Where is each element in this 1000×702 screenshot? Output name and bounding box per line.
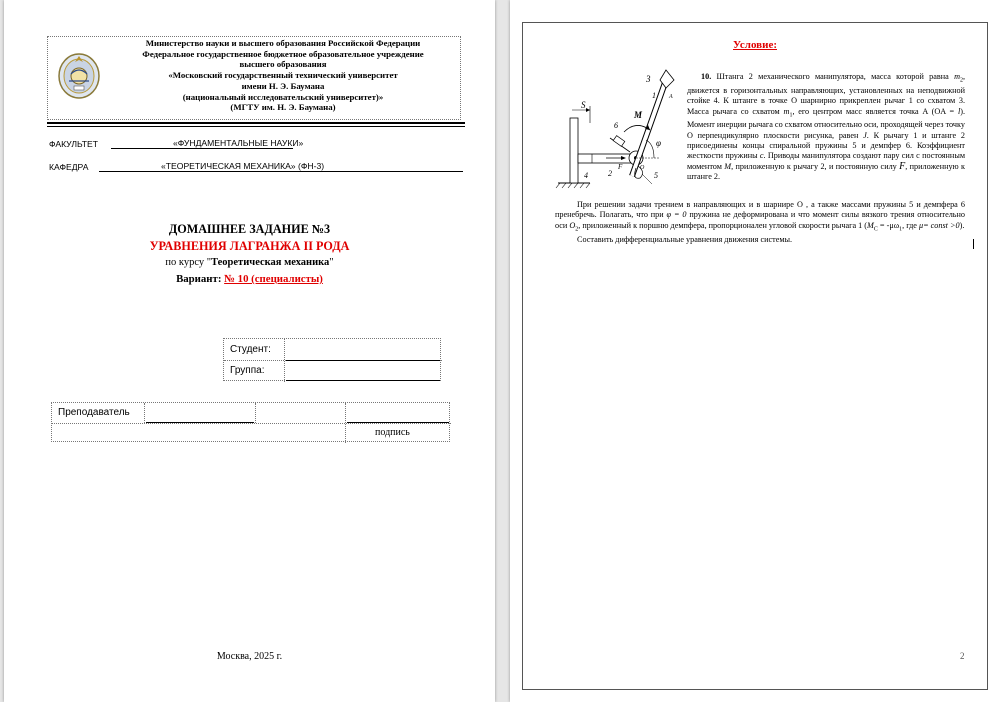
task-paragraph-2 <box>555 200 965 245</box>
teacher-input[interactable] <box>146 422 254 423</box>
condition-title: Условие: <box>733 39 777 51</box>
ministry-line: Министерство науки и высшего образования Российской Федерации <box>145 38 421 48</box>
faculty-row <box>49 137 463 149</box>
student-input[interactable] <box>286 360 440 361</box>
task-number: 10. <box>701 72 712 81</box>
phi-zero: φ = 0 <box>666 210 687 220</box>
teacher-label: Преподаватель <box>58 407 130 418</box>
diagram-label-phi: φ <box>656 138 661 148</box>
c-symbol: c <box>759 151 764 161</box>
m1-symbol: m <box>783 106 790 116</box>
diagram-label-o: O <box>640 165 645 171</box>
mu-const: μ= const >0 <box>918 220 960 230</box>
diagram-label-m: M <box>634 110 643 120</box>
department-value: «ТЕОРЕТИЧЕСКАЯ МЕХАНИКА» (ФН-3) <box>161 161 325 171</box>
diagram-label-6: 6 <box>614 121 618 130</box>
group-input[interactable] <box>286 380 440 381</box>
homework-title: ДОМАШНЕЕ ЗАДАНИЕ №3 <box>168 222 331 236</box>
university-name-line: «Московский государственный технический университет <box>168 70 398 81</box>
course-prefix: по курсу " <box>165 257 212 268</box>
group-label: Группа: <box>230 365 265 376</box>
task-paragraph-1 <box>687 72 965 182</box>
diagram-label-5: 5 <box>654 171 658 180</box>
text-cursor <box>973 239 974 249</box>
task-text-e: . К рычагу 1 и штанге 2 присоединены концы спиральной пружины 5 и демпфер 6. Коэффициент жесткости пружины <box>687 130 965 161</box>
para2-b: пружина не деформирована и что момент силы вязкого трения относительно оси <box>555 210 966 230</box>
omega-subscript: 1 <box>899 226 903 233</box>
title-page <box>4 0 495 702</box>
task-paragraph-3: Составить дифференциальные уравнения движения системы. <box>577 234 793 244</box>
diagram-label-2: 2 <box>608 169 612 178</box>
o2-subscript: 2 <box>575 226 579 233</box>
f-vector-symbol: F <box>899 160 906 172</box>
diagram-label-3: 3 <box>646 74 651 84</box>
para2-e: ). <box>959 220 965 230</box>
j-symbol: J <box>863 130 867 140</box>
task-text-a: Штанга 2 механического манипулятора, масса которой равна <box>716 72 949 81</box>
m1-subscript: 1 <box>789 112 793 119</box>
diagram-label-f: F <box>618 163 623 171</box>
task-text-c: , его центром масс является точка A (OA = <box>792 106 955 116</box>
homework-topic: УРАВНЕНИЯ ЛАГРАНЖА II РОДА <box>149 239 350 253</box>
department-row <box>49 160 463 172</box>
faculty-value: «ФУНДАМЕНТАЛЬНЫЕ НАУКИ» <box>173 138 304 148</box>
university-named-after-line: имени Н. Э. Баумана <box>241 80 325 91</box>
task-text-g: , приложенную к рычагу 2, и постоянную силу <box>731 161 897 171</box>
faculty-label: ФАКУЛЬТЕТ <box>49 139 99 149</box>
university-abbreviation-line: (МГТУ им. Н. Э. Баумана) <box>230 102 336 113</box>
para2-c: , приложенный к поршню демпфера, пропорционален угловой скорости рычага 1 ( <box>578 220 868 230</box>
m-symbol: M <box>724 161 732 171</box>
mc-symbol: M <box>867 220 874 230</box>
department-underline <box>99 171 463 172</box>
manipulator-diagram <box>550 68 682 198</box>
para2-d: , где <box>902 220 917 230</box>
teacher-table <box>51 402 450 442</box>
university-name <box>104 38 462 113</box>
signature-label: подпись <box>375 427 410 438</box>
diagram-label-s: S <box>581 100 586 110</box>
header-rule-thick <box>47 122 465 124</box>
variant-value: № 10 (специалисты) <box>224 273 323 285</box>
l-symbol: l <box>957 106 961 116</box>
page-number: 2 <box>960 651 965 661</box>
signature-input[interactable] <box>347 422 449 423</box>
institution-type-line: Федеральное государственное бюджетное образовательное учреждение <box>142 48 424 59</box>
student-table <box>223 338 441 381</box>
research-university-line: (национальный исследовательский университет)» <box>182 91 384 102</box>
mc-rest: = -μω <box>879 220 900 230</box>
task-text-b: , движется в горизонтальных направляющих, установленных на неподвижной стойке 4. К штанге в точке O шарнирно прикреплен рычаг 1 со схватом 3. Масса рычага со схватом <box>687 72 966 116</box>
task-text-d: ). Момент инерции рычага со схватом относительно оси, проходящей через точку O перпендикулярно плоскости рисунка, равен <box>687 106 966 140</box>
faculty-underline <box>111 148 293 149</box>
m2-symbol: m <box>954 72 960 81</box>
task-text-f: . Приводы манипулятора создают пару сил с постоянным моментом <box>687 151 965 171</box>
department-label: КАФЕДРА <box>49 162 89 172</box>
header-rule-thin <box>47 126 465 127</box>
course-suffix: " <box>329 257 334 268</box>
city-year: Москва, 2025 г. <box>216 651 283 662</box>
para2-a: При решении задачи трением в направляющих и в шарнире O , а также массами пружины 5 и демпфера 6 пренебречь. Полагать, что при <box>555 200 965 220</box>
variant-label: Вариант: <box>176 273 225 285</box>
mc-subscript: C <box>873 226 878 233</box>
diagram-label-a: A <box>669 94 673 100</box>
course-line <box>4 257 495 268</box>
m2-subscript: 2 <box>959 77 963 84</box>
diagram-label-4: 4 <box>584 171 588 180</box>
education-level-line: высшего образования <box>239 59 327 70</box>
university-emblem-icon <box>54 48 104 102</box>
task-page <box>510 0 1000 702</box>
student-label: Студент: <box>230 344 271 355</box>
course-name: Теоретическая механика <box>211 257 330 268</box>
diagram-label-1: 1 <box>652 91 656 100</box>
task-text-h: , приложенную к штанге 2. <box>687 161 966 181</box>
o2-symbol: O <box>569 220 576 230</box>
variant-line <box>4 273 495 285</box>
